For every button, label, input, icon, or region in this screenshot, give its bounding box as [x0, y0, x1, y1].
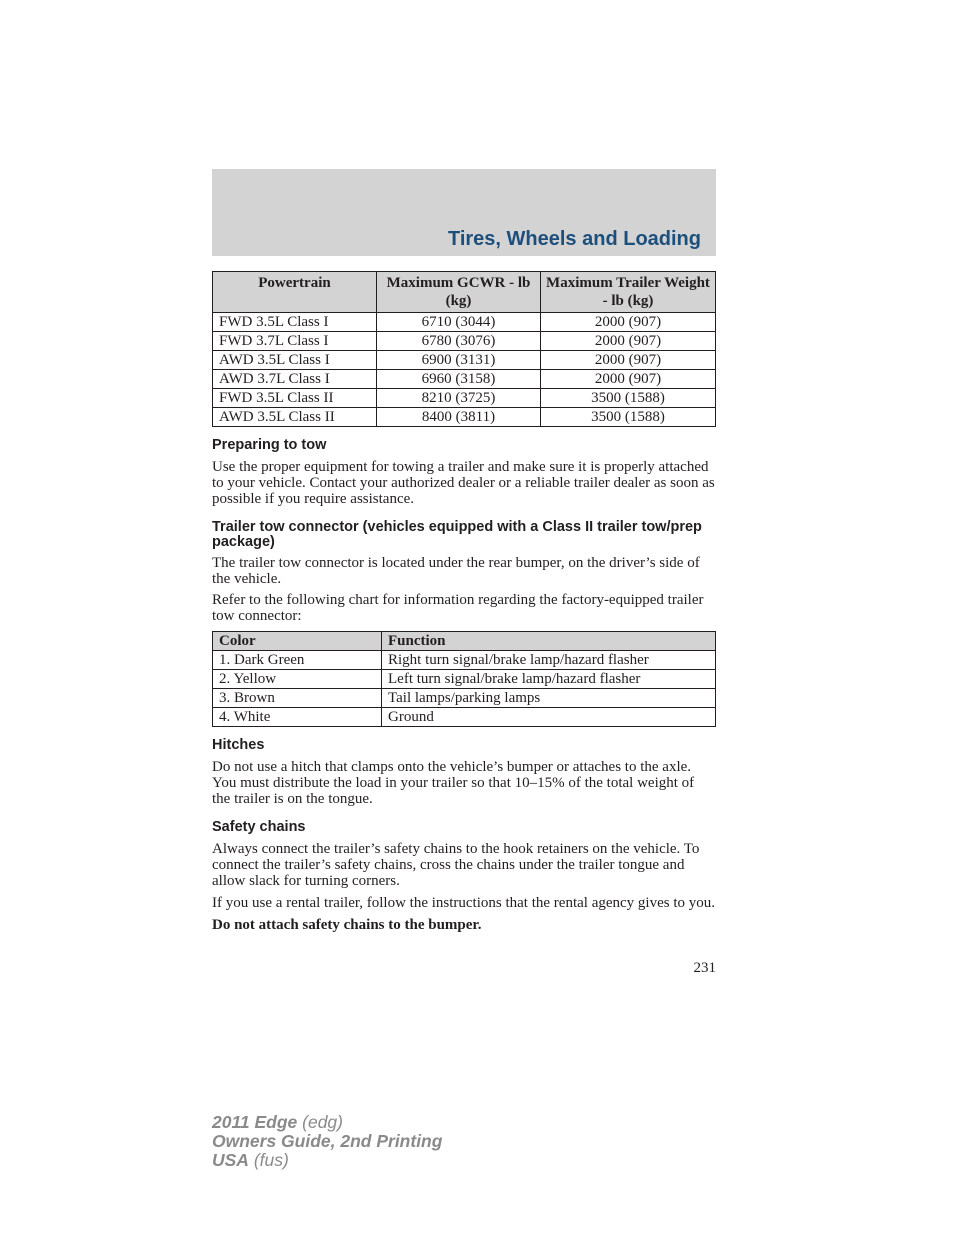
footer-line-guide: Owners Guide, 2nd Printing [212, 1131, 443, 1151]
table-row [213, 389, 716, 408]
trailer-weight-cell: 2000 (907) [541, 351, 716, 370]
hitches-paragraph: Do not use a hitch that clamps onto the vehicle’s bumper or attaches to the axle. You must distribute the load in your trailer so that 10–15% of the total weight of the trailer is on the tongue. [212, 759, 695, 807]
column-header-max-gcwr: Maximum GCWR - lb (kg) [377, 272, 541, 313]
powertrain-cell: FWD 3.7L Class I [213, 332, 377, 351]
table-row [213, 332, 716, 351]
rental-trailer-paragraph: If you use a rental trailer, follow the instructions that the rental agency gives to you. [212, 895, 715, 911]
footer-model-code: (edg) [297, 1112, 343, 1132]
table-row [213, 708, 716, 727]
preparing-paragraph: Use the proper equipment for towing a trailer and make sure it is properly attached to your vehicle. Contact your authorized dealer or a reliable trailer dealer as soon as possible if you require assistance. [212, 459, 715, 507]
gcwr-cell: 6710 (3044) [377, 313, 541, 332]
safety-chains-paragraph: Always connect the trailer’s safety chains to the hook retainers on the vehicle. To connect the trailer’s safety chains, cross the chains under the trailer tongue and allow slack for turning corners. [212, 841, 700, 889]
table-row [213, 313, 716, 332]
wire-function-cell: Left turn signal/brake lamp/hazard flasher [382, 670, 716, 689]
wire-color-cell: 1. Dark Green [213, 651, 382, 670]
footer-market-name: USA [212, 1150, 249, 1170]
table-row [213, 408, 716, 427]
table-header-row [213, 632, 716, 651]
wire-color-cell: 3. Brown [213, 689, 382, 708]
footer-market-code: (fus) [248, 1150, 289, 1170]
powertrain-cell: AWD 3.5L Class II [213, 408, 377, 427]
document-footer [212, 1113, 442, 1170]
safety-chains-heading: Safety chains [212, 819, 306, 835]
wire-color-cell: 4. White [213, 708, 382, 727]
table-row [213, 651, 716, 670]
table-row [213, 370, 716, 389]
column-header-powertrain: Powertrain [213, 272, 377, 313]
trailer-weight-cell: 2000 (907) [541, 370, 716, 389]
column-header-color: Color [213, 632, 382, 651]
page-content [212, 271, 716, 933]
table-row [213, 689, 716, 708]
wire-function-cell: Tail lamps/parking lamps [382, 689, 716, 708]
section-title: Tires, Wheels and Loading [447, 228, 701, 250]
gcwr-table [212, 271, 716, 427]
connector-paragraph-location: The trailer tow connector is located under the rear bumper, on the driver’s side of the vehicle. [212, 555, 700, 587]
column-header-max-trailer-weight: Maximum Trailer Weight - lb (kg) [541, 272, 716, 313]
gcwr-cell: 6960 (3158) [377, 370, 541, 389]
trailer-weight-cell: 2000 (907) [541, 332, 716, 351]
table-header-row [213, 272, 716, 313]
page-number: 231 [693, 960, 716, 976]
powertrain-cell: FWD 3.5L Class II [213, 389, 377, 408]
footer-model-name: 2011 Edge [212, 1112, 298, 1132]
table-row [213, 351, 716, 370]
gcwr-cell: 8400 (3811) [377, 408, 541, 427]
footer-line-market [212, 1151, 442, 1170]
table-row [213, 670, 716, 689]
bumper-warning: Do not attach safety chains to the bumper. [212, 917, 482, 933]
hitches-heading: Hitches [212, 737, 265, 753]
trailer-weight-cell: 3500 (1588) [541, 389, 716, 408]
footer-line-model [212, 1113, 442, 1132]
wire-function-cell: Ground [382, 708, 716, 727]
powertrain-cell: FWD 3.5L Class I [213, 313, 377, 332]
wire-color-cell: 2. Yellow [213, 670, 382, 689]
gcwr-cell: 6900 (3131) [377, 351, 541, 370]
connector-heading: Trailer tow connector (vehicles equipped with a Class II trailer tow/prep package) [212, 519, 702, 550]
connector-paragraph-chart-intro: Refer to the following chart for information regarding the factory-equipped trailer tow connector: [212, 592, 704, 624]
gcwr-cell: 8210 (3725) [377, 389, 541, 408]
powertrain-cell: AWD 3.5L Class I [213, 351, 377, 370]
connector-table [212, 631, 716, 727]
wire-function-cell: Right turn signal/brake lamp/hazard flasher [382, 651, 716, 670]
powertrain-cell: AWD 3.7L Class I [213, 370, 377, 389]
section-header-band [212, 169, 716, 256]
column-header-function: Function [382, 632, 716, 651]
gcwr-cell: 6780 (3076) [377, 332, 541, 351]
trailer-weight-cell: 3500 (1588) [541, 408, 716, 427]
preparing-heading: Preparing to tow [212, 437, 327, 453]
trailer-weight-cell: 2000 (907) [541, 313, 716, 332]
